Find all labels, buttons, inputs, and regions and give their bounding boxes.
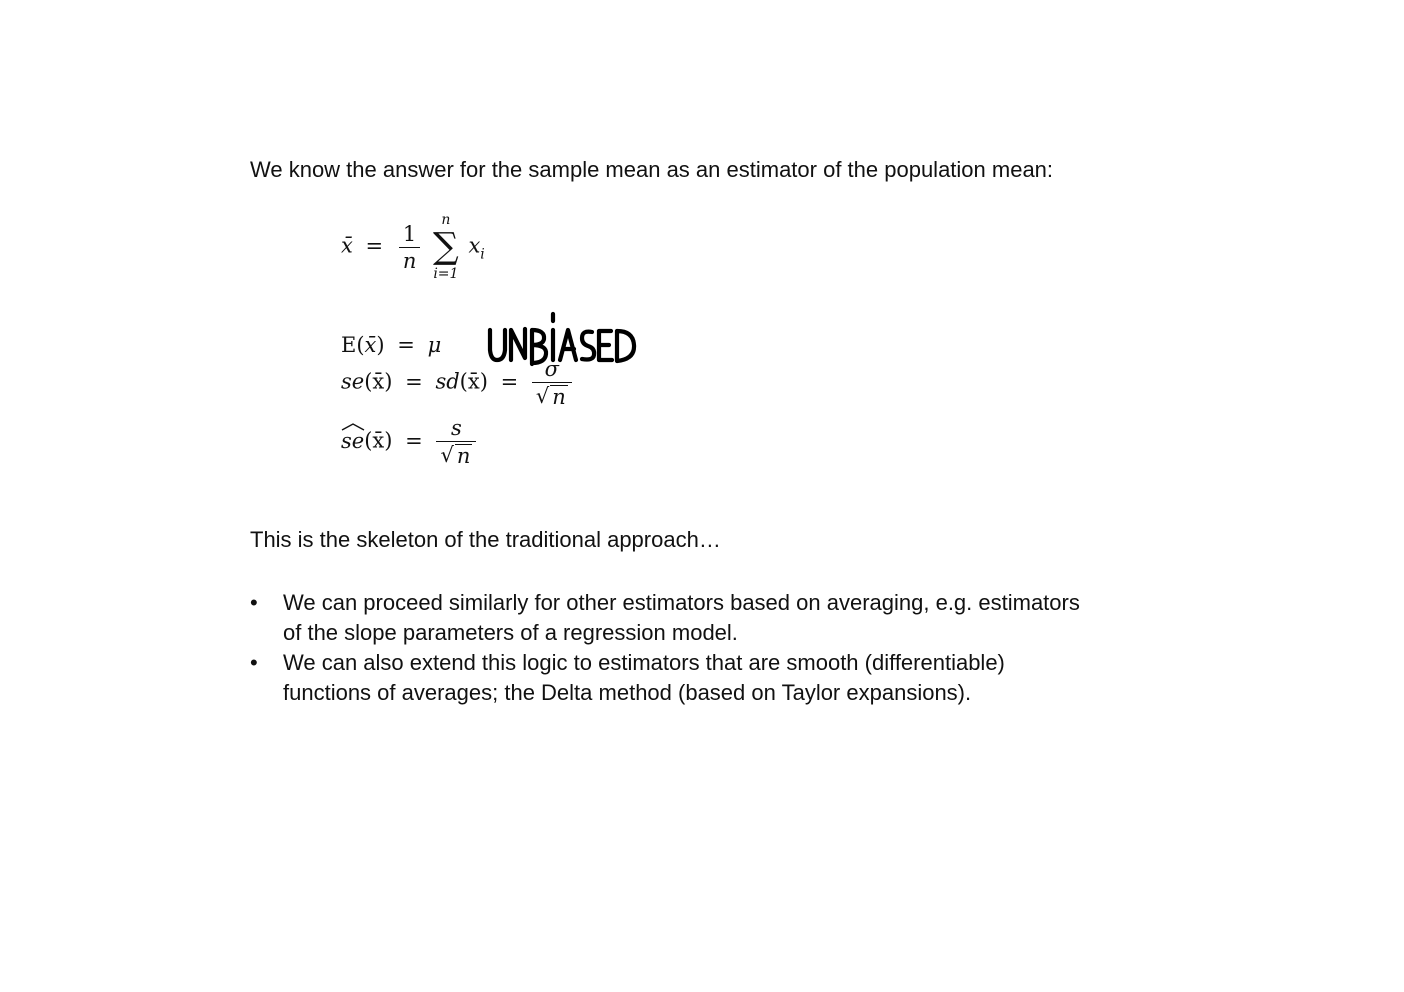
- equals-sign: =: [405, 369, 423, 394]
- list-item: [250, 588, 1163, 648]
- sum-upper-limit: n: [441, 212, 451, 228]
- equals-sign: =: [500, 369, 519, 394]
- intro-text: We know the answer for the sample mean as an estimator of the population mean:: [250, 157, 1054, 182]
- bullet-line: We can also extend this logic to estimators that are smooth (differentiable): [283, 650, 1005, 675]
- s-over-root-n-fraction: [436, 417, 476, 467]
- root-radicand: n: [552, 385, 566, 409]
- equals-sign: =: [405, 428, 423, 453]
- bullet-list: [250, 588, 1163, 708]
- root-n-denominator: [532, 383, 572, 408]
- sample-mean-equation: [341, 212, 485, 282]
- summation: [433, 212, 459, 282]
- sum-lower-limit: i=1: [433, 266, 459, 282]
- sigma-numerator: σ: [544, 357, 560, 381]
- bullet-line: of the slope parameters of a regression model.: [283, 620, 738, 645]
- bullet-marker: •: [250, 650, 258, 675]
- root-n-denominator: [436, 442, 476, 467]
- summand-variable: x: [468, 233, 481, 258]
- se-hat-symbol: [341, 429, 364, 453]
- s-numerator: s: [451, 416, 462, 440]
- bullet-line: We can proceed similarly for other estimators based on averaging, e.g. estimators: [283, 590, 1080, 615]
- handwritten-unbiased-note: [484, 308, 638, 378]
- estimated-standard-error-equation: [341, 417, 479, 467]
- se-hat-argument: (x̄): [364, 428, 393, 453]
- expectation-operator: E(: [341, 333, 365, 357]
- root-radicand: n: [456, 444, 471, 468]
- se-symbol: se: [341, 369, 365, 394]
- sd-argument: (x̄): [459, 369, 488, 394]
- summand-subscript: i: [480, 246, 485, 263]
- sd-symbol: sd: [435, 369, 460, 394]
- x-bar: x̄: [364, 333, 377, 357]
- one-over-n-fraction: [399, 223, 421, 272]
- bullet-marker: •: [250, 590, 258, 615]
- fraction-numerator: 1: [402, 221, 417, 246]
- square-root-sign: √: [535, 384, 550, 408]
- close-paren: ): [376, 333, 385, 357]
- fraction-denominator: n: [402, 248, 417, 273]
- skeleton-text: This is the skeleton of the traditional approach…: [250, 527, 721, 552]
- wide-hat-accent: [341, 423, 365, 431]
- sigma-symbol: ∑: [433, 226, 459, 267]
- x-bar: x̄: [341, 233, 353, 258]
- expectation-equation: [341, 333, 441, 357]
- list-item: [250, 648, 1163, 708]
- se-hat-letters: se: [341, 428, 365, 453]
- square-root-sign: √: [440, 443, 454, 467]
- bullet-line: functions of averages; the Delta method (based on Taylor expansions).: [283, 680, 972, 705]
- se-argument: (x̄): [364, 369, 393, 394]
- equals-sign: =: [365, 233, 384, 258]
- mu-symbol: μ: [427, 333, 442, 357]
- equals-sign: =: [397, 333, 415, 357]
